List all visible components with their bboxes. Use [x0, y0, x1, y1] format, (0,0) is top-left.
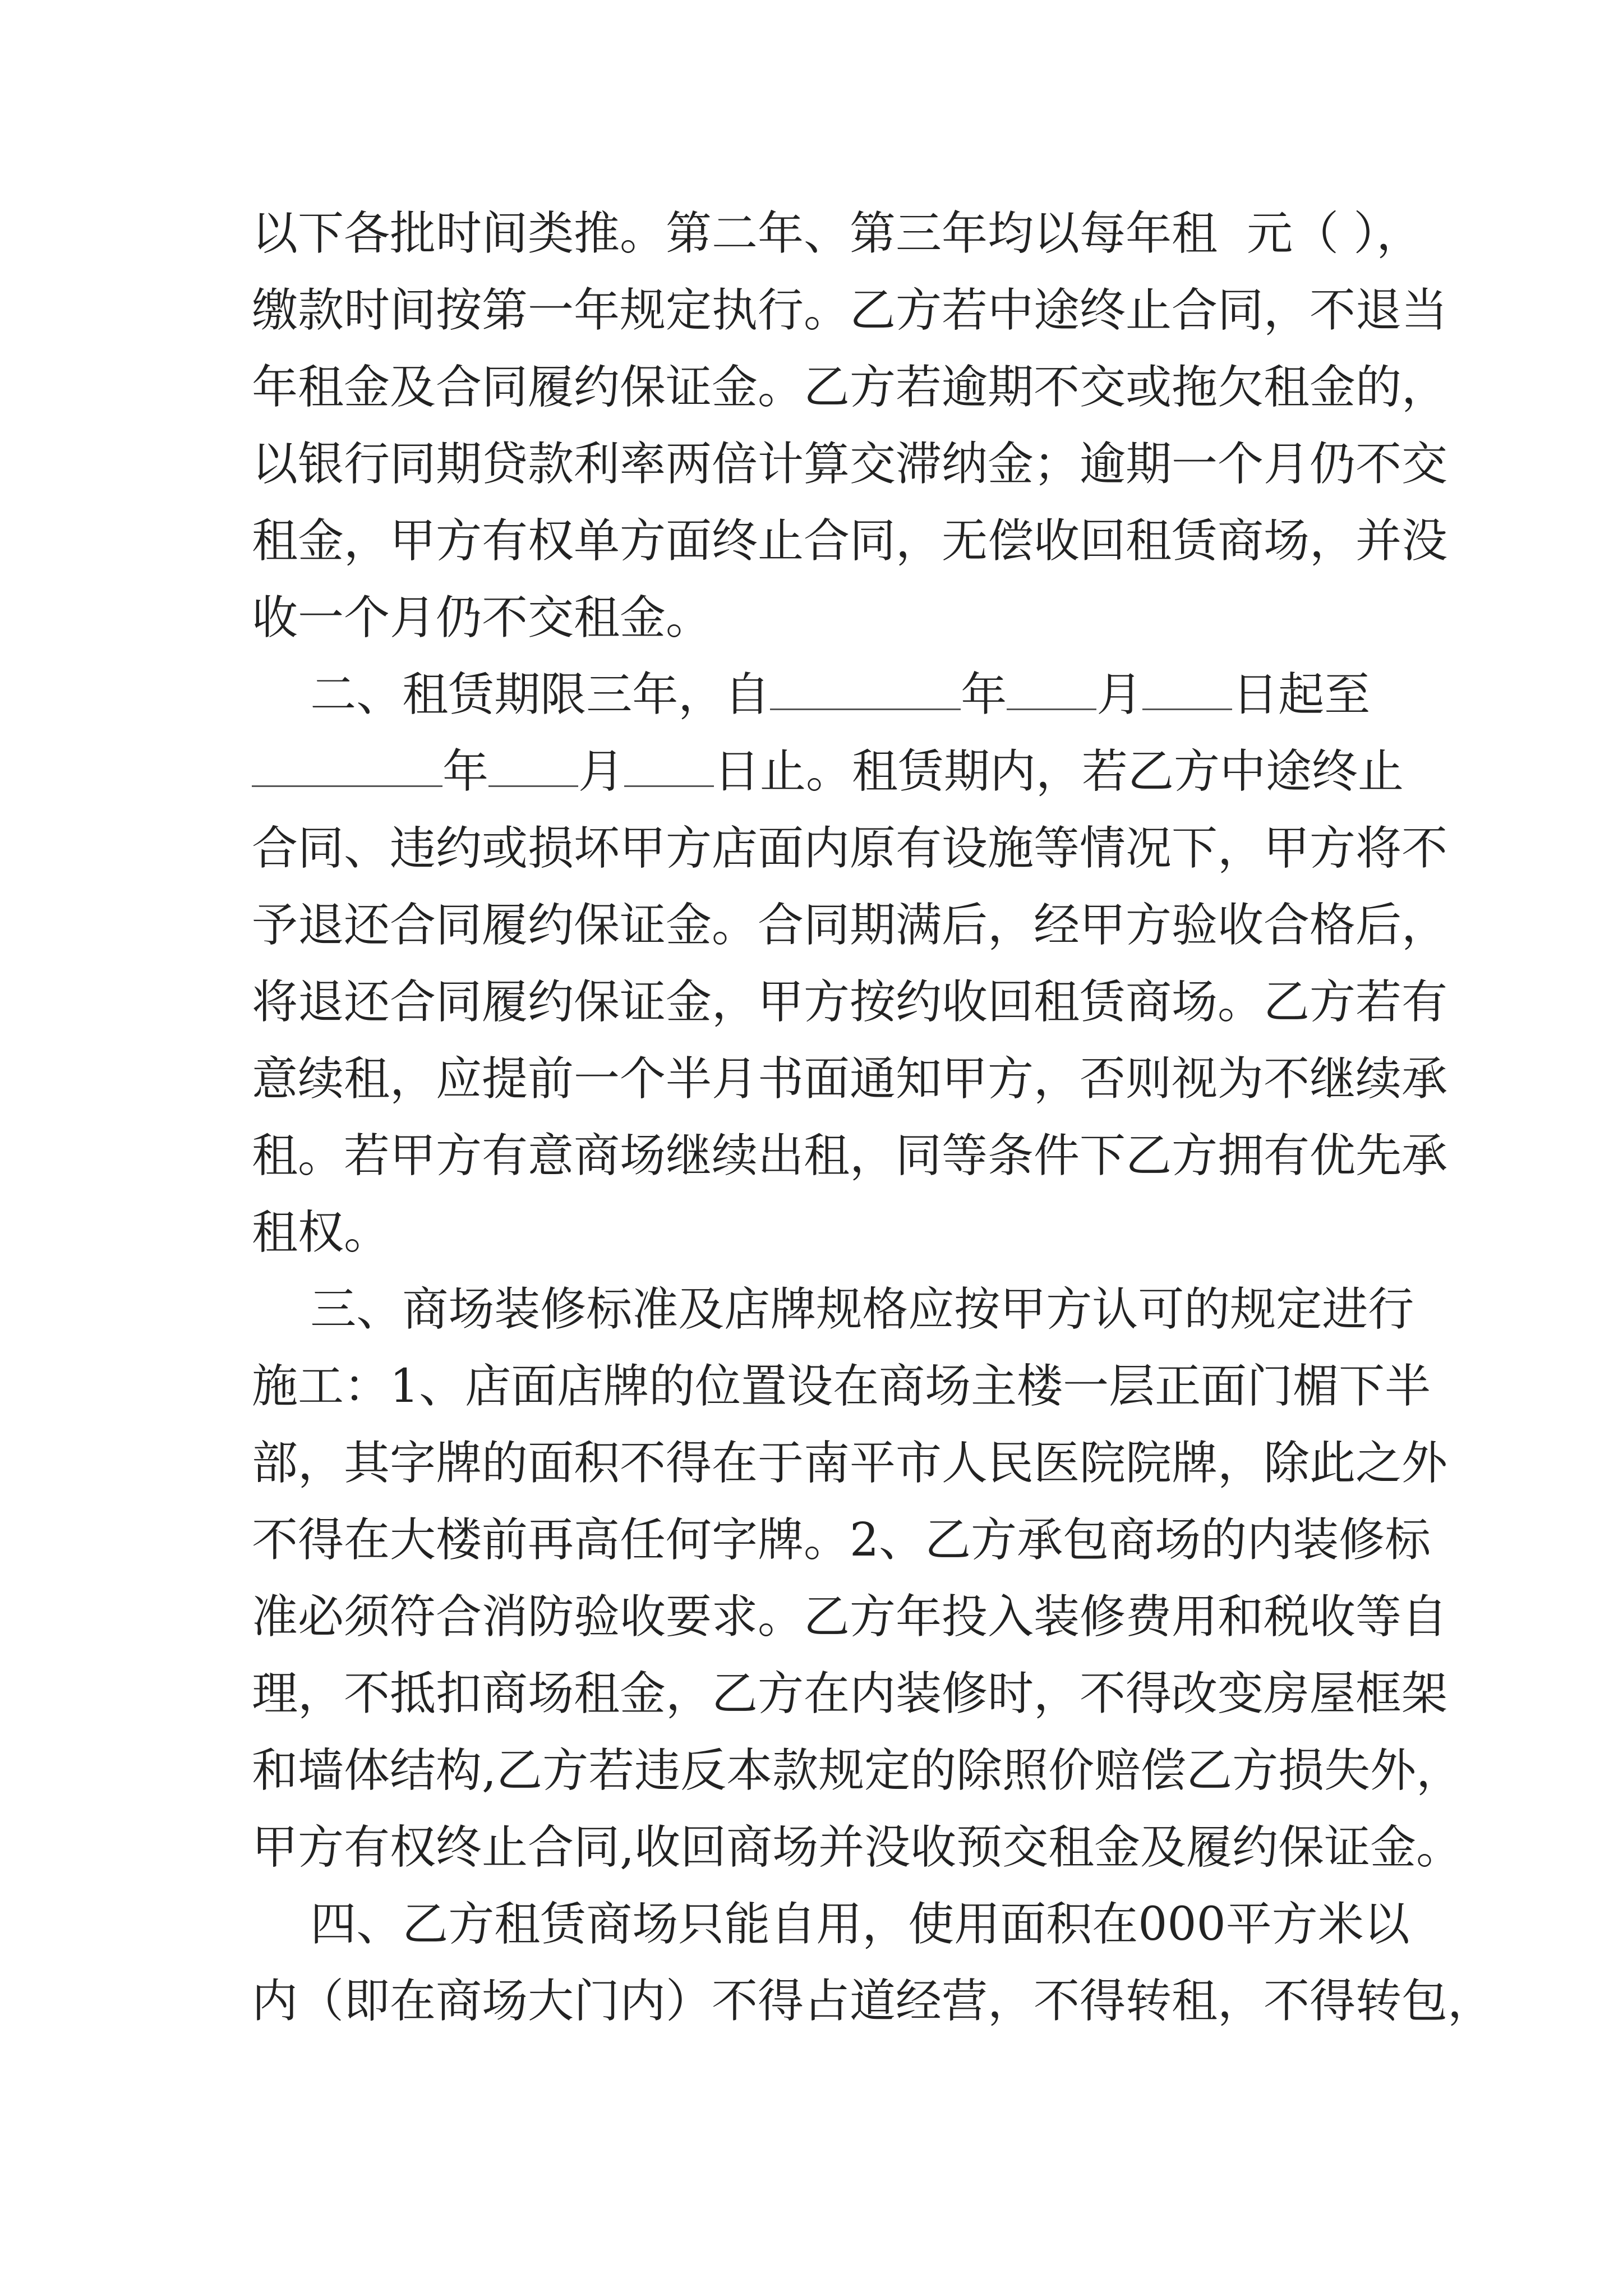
blank-year [252, 744, 442, 787]
text-segment: 日止。租赁期内，若乙方中途终止 [714, 745, 1404, 798]
blank-month [1007, 667, 1096, 710]
text-line: 收一个月仍不交租金。 [252, 591, 712, 645]
text-segment: 二、租赁期限三年，自 [252, 668, 771, 721]
blank-year [770, 667, 961, 710]
text-segment: 年 [442, 745, 489, 798]
text-line: 四、乙方租赁商场只能自用，使用面积在000平方米以 [252, 1898, 1410, 1951]
lease-term-line [252, 656, 1401, 733]
text-line: 租权。 [252, 1206, 390, 1259]
text-line: 将退还合同履约保证金，甲方按约收回租赁商场。乙方若有 [252, 976, 1448, 1029]
text-line: 合同、违约或损坏甲方店面内原有设施等情况下，甲方将不 [252, 822, 1448, 875]
text-line: 租金，甲方有权单方面终止合同，无偿收回租赁商场，并没 [252, 514, 1448, 568]
text-segment: 年 [961, 668, 1007, 721]
text-line: 三、商场装修标准及店牌规格应按甲方认可的规定进行 [252, 1283, 1414, 1336]
text-line: 甲方有权终止合同,收回商场并没收预交租金及履约保证金。 [252, 1821, 1463, 1874]
text-line: 以下各批时间类推。第二年、第三年均以每年租 元（ ）， [252, 207, 1423, 260]
blank-month [488, 744, 578, 787]
contract-body [252, 195, 1494, 2040]
text-line: 以银行同期贷款利率两倍计算交滞纳金；逾期一个月仍不交 [252, 438, 1448, 491]
text-line: 意续租，应提前一个半月书面通知甲方，否则视为不继续承 [252, 1052, 1448, 1106]
text-line: 年租金及合同履约保证金。乙方若逾期不交或拖欠租金的， [252, 361, 1448, 414]
text-line: 不得在大楼前再高任何字牌。2、乙方承包商场的内装修标 [252, 1513, 1431, 1567]
text-segment: 日起至 [1232, 668, 1371, 721]
text-segment: 月 [1096, 668, 1143, 721]
text-line: 施工：1、店面店牌的位置设在商场主楼一层正面门楣下半 [252, 1360, 1431, 1413]
lease-term-line [252, 733, 1404, 810]
text-line: 和墙体结构,乙方若违反本款规定的除照价赔偿乙方损失外， [252, 1744, 1463, 1797]
blank-day [624, 744, 714, 787]
text-line: 准必须符合消防验收要求。乙方年投入装修费用和税收等自 [252, 1590, 1448, 1644]
text-line: 理，不抵扣商场租金，乙方在内装修时，不得改变房屋框架 [252, 1667, 1448, 1720]
text-segment: 月 [578, 745, 625, 798]
text-line: 缴款时间按第一年规定执行。乙方若中途终止合同，不退当 [252, 284, 1448, 337]
text-line: 内（即在商场大门内）不得占道经营，不得转租，不得转包， [252, 1975, 1494, 2028]
text-line: 予退还合同履约保证金。合同期满后，经甲方验收合格后， [252, 899, 1448, 952]
text-line: 租。若甲方有意商场继续出租，同等条件下乙方拥有优先承 [252, 1129, 1448, 1182]
blank-day [1142, 667, 1232, 710]
text-line: 部，其字牌的面积不得在于南平市人民医院院牌，除此之外 [252, 1437, 1448, 1490]
